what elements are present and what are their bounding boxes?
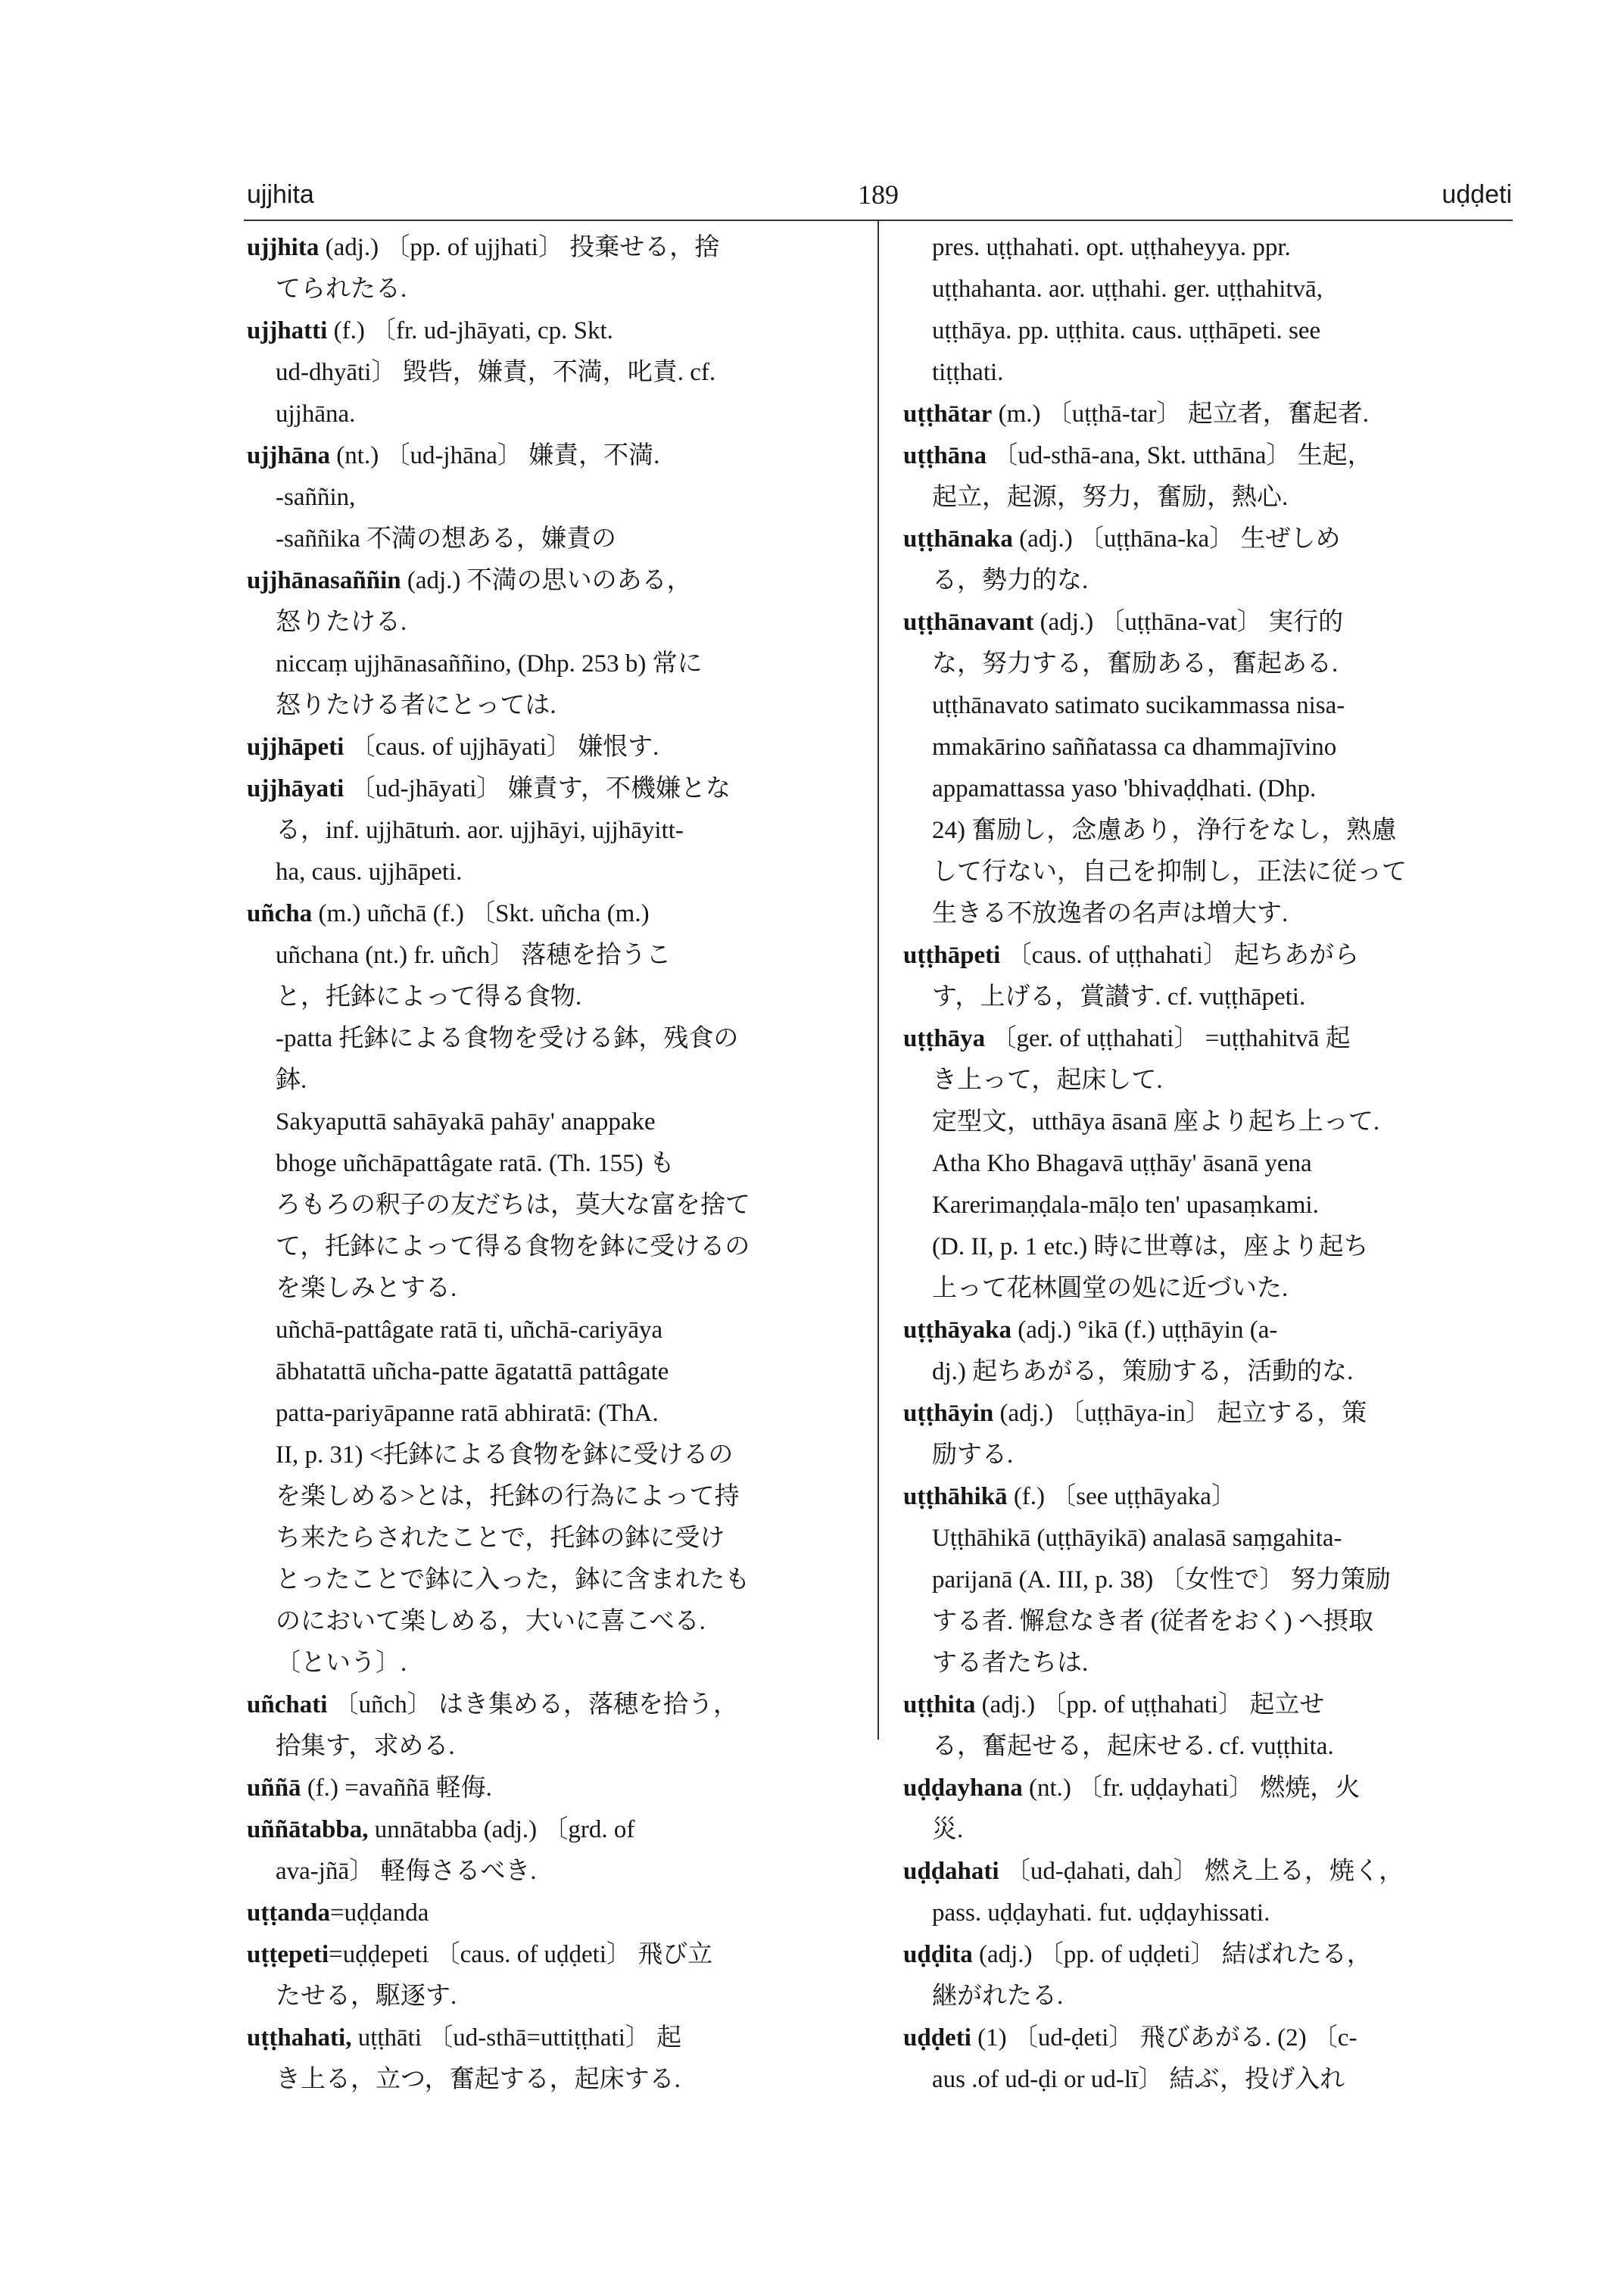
headword: uṭṭhāyin <box>903 1400 994 1427</box>
entry-continuation-line: 励する. <box>932 1441 1014 1469</box>
right-column <box>903 227 1513 2101</box>
headword: ujjhāyati <box>247 775 344 802</box>
entry-continuation-line: 〔という〕. <box>276 1650 407 1677</box>
entry-continuation-line: Sakyaputtā sahāyakā pahāy' anappake <box>276 1108 656 1136</box>
headword: uṭṭhātar <box>903 400 993 428</box>
entry-continuation-line: Atha Kho Bhagavā uṭṭhāy' āsanā yena <box>932 1150 1312 1177</box>
headword: uṭṭanda <box>247 1899 331 1927</box>
entry-continuation-line: ujjhāna. <box>276 400 356 428</box>
entry-continuation-line: する者たちは. <box>932 1650 1089 1677</box>
entry-continuation-line: てられたる. <box>276 276 407 303</box>
entry-continuation-line: 定型文，utthāya āsanā 座より起ち上って. <box>932 1108 1380 1136</box>
entry-headword-line: uṭṭhita (adj.) 〔pp. of uṭṭhahati〕 起立せ <box>903 1691 1325 1718</box>
entry-headword-line: uñchati 〔uñch〕 はき集める，落穂を拾う， <box>247 1691 739 1718</box>
entry-continuation-line: -saññika 不満の想ある，嫌責の <box>276 525 617 553</box>
entry-headword-line: uṭṭhahati, uṭṭhāti 〔ud-sthā=uttiṭṭhati〕 起 <box>247 2024 682 2052</box>
entry-continuation-line: uṭṭhāya. pp. uṭṭhita. caus. uṭṭhāpeti. see <box>932 317 1321 344</box>
entry-continuation-line: patta-pariyāpanne ratā abhiratā: (ThA. <box>276 1400 659 1427</box>
entry-continuation-line: ち来たらされたことで，托鉢の鉢に受け <box>276 1525 725 1552</box>
entry-continuation-line: uṭṭhānavato satimato sucikammassa nisa- <box>932 692 1345 719</box>
entry-continuation-line: 生きる不放逸者の名声は増大す. <box>932 900 1289 927</box>
entry-headword-line: uḍḍeti (1) 〔ud-ḍeti〕 飛びあがる. (2) 〔c- <box>903 2024 1357 2052</box>
entry-continuation-line: して行ない，自己を抑制し，正法に従って <box>932 858 1407 886</box>
headword: uṭṭhāhikā <box>903 1483 1008 1510</box>
headword: uñchati <box>247 1691 328 1718</box>
entry-headword-line: ujjhatti (f.) 〔fr. ud-jhāyati, cp. Skt. <box>247 317 613 344</box>
left-column <box>247 227 860 2101</box>
entry-continuation-line: ha, caus. ujjhāpeti. <box>276 858 463 886</box>
entry-continuation-line: て，托鉢によって得る食物を鉢に受けるの <box>276 1233 750 1260</box>
entry-continuation-line: (D. II, p. 1 etc.) 時に世尊は，座より起ち <box>932 1233 1369 1260</box>
entry-continuation-line: ābhatattā uñcha-patte āgatattā pattâgate <box>276 1358 669 1385</box>
headword: uṭṭhāpeti <box>903 942 1001 969</box>
entry-continuation-line: す，上げる，賞讃す. cf. vuṭṭhāpeti. <box>932 983 1306 1011</box>
entry-continuation-line: する者. 懈怠なき者 (従者をおく) へ摂取 <box>932 1608 1373 1635</box>
entry-headword-line: uṭṭhānavant (adj.) 〔uṭṭhāna-vat〕 実行的 <box>903 609 1344 636</box>
headword: uṭṭhānavant <box>903 609 1034 636</box>
entry-continuation-line: uñchana (nt.) fr. uñch〕 落穂を拾うこ <box>276 942 672 969</box>
entry-headword-line: uṭṭhāpeti 〔caus. of uṭṭhahati〕 起ちあがら <box>903 942 1360 969</box>
headword: ujjhatti <box>247 317 328 344</box>
entry-continuation-line: Uṭṭhāhikā (uṭṭhāyikā) analasā saṃgahita- <box>932 1525 1342 1552</box>
page-number: 189 <box>858 179 899 210</box>
headword: uññā <box>247 1774 301 1802</box>
entry-continuation-line: pres. uṭṭhahati. opt. uṭṭhaheyya. ppr. <box>932 234 1291 261</box>
entry-continuation-line: II, p. 31) <托鉢による食物を鉢に受けるの <box>276 1441 734 1469</box>
headword: uḍḍayhana <box>903 1774 1023 1802</box>
entry-continuation-line: aus .of ud-ḍi or ud-lī〕 結ぶ，投げ入れ <box>932 2066 1345 2093</box>
entry-continuation-line: たせる，駆逐す. <box>276 1983 457 2010</box>
entry-continuation-line: 継がれたる. <box>932 1983 1064 2010</box>
entry-headword-line: uñcha (m.) uñchā (f.) 〔Skt. uñcha (m.) <box>247 900 650 927</box>
entry-headword-line: uṭṭhāyin (adj.) 〔uṭṭhāya-in〕 起立する，策 <box>903 1400 1367 1427</box>
entry-headword-line: ujjhāyati 〔ud-jhāyati〕 嫌責す，不機嫌とな <box>247 775 731 802</box>
entry-headword-line: uṭṭepeti=uḍḍepeti 〔caus. of uḍḍeti〕 飛び立 <box>247 1941 713 1968</box>
entry-continuation-line: pass. uḍḍayhati. fut. uḍḍayhissati. <box>932 1899 1270 1927</box>
entry-continuation-line: る，奮起せる，起床せる. cf. vuṭṭhita. <box>932 1733 1334 1760</box>
headword: uṭṭepeti <box>247 1941 329 1968</box>
entry-headword-line: ujjhāpeti 〔caus. of ujjhāyati〕 嫌恨す. <box>247 734 659 761</box>
entry-continuation-line: とったことで鉢に入った，鉢に含まれたも <box>276 1566 750 1594</box>
entry-continuation-line: -patta 托鉢による食物を受ける鉢，残食の <box>276 1025 739 1052</box>
entry-headword-line: uḍḍayhana (nt.) 〔fr. uḍḍayhati〕 燃焼，火 <box>903 1774 1361 1802</box>
running-head-last-word: uḍḍeti <box>1442 180 1512 209</box>
entry-headword-line: uññātabba, unnātabba (adj.) 〔grd. of <box>247 1816 635 1843</box>
headword: uḍḍeti <box>903 2024 971 2052</box>
column-divider <box>877 220 879 1740</box>
entry-continuation-line: 24) 奮励し，念慮あり，浄行をなし，熟慮 <box>932 817 1397 844</box>
entry-headword-line: uḍḍita (adj.) 〔pp. of uḍḍeti〕 結ばれたる， <box>903 1941 1372 1968</box>
entry-continuation-line: -saññin, <box>276 484 356 511</box>
headword: uṭṭhānaka <box>903 525 1013 553</box>
entry-continuation-line: を楽しめる>とは，托鉢の行為によって持 <box>276 1483 740 1510</box>
entry-continuation-line: dj.) 起ちあがる，策励する，活動的な. <box>932 1358 1354 1385</box>
entry-continuation-line: uṭṭhahanta. aor. uṭṭhahi. ger. uṭṭhahitvā, <box>932 276 1323 303</box>
headword: ujjhāpeti <box>247 734 344 761</box>
entry-continuation-line: mmakārino saññatassa ca dhammajīvino <box>932 734 1337 761</box>
entry-continuation-line: る，勢力的な. <box>932 567 1089 594</box>
entry-continuation-line: 怒りたける. <box>276 609 407 636</box>
entry-continuation-line: 鉢. <box>276 1067 307 1094</box>
entry-continuation-line: niccaṃ ujjhānasaññino, (Dhp. 253 b) 常に <box>276 650 703 678</box>
entry-headword-line: uṭṭhāya 〔ger. of uṭṭhahati〕 =uṭṭhahitvā 起 <box>903 1025 1351 1052</box>
headword: uṭṭhāna <box>903 442 987 469</box>
entry-continuation-line: 怒りたける者にとっては. <box>276 692 556 719</box>
entry-continuation-line: ava-jñā〕 軽侮さるべき. <box>276 1858 537 1885</box>
entry-headword-line: ujjhita (adj.) 〔pp. of ujjhati〕 投棄せる，捨 <box>247 234 720 261</box>
entry-continuation-line: と，托鉢によって得る食物. <box>276 983 582 1011</box>
entry-continuation-line: tiṭṭhati. <box>932 359 1004 386</box>
entry-headword-line: ujjhāna (nt.) 〔ud-jhāna〕 嫌責，不満. <box>247 442 660 469</box>
running-head-first-word: ujjhita <box>247 180 314 209</box>
entry-headword-line: ujjhānasaññin (adj.) 不満の思いのある， <box>247 567 692 594</box>
headword: uḍḍita <box>903 1941 973 1968</box>
entry-continuation-line: る，inf. ujjhātuṁ. aor. ujjhāyi, ujjhāyitt- <box>276 817 684 844</box>
entry-continuation-line: appamattassa yaso 'bhivaḍḍhati. (Dhp. <box>932 775 1317 802</box>
entry-continuation-line: parijanā (A. III, p. 38) 〔女性で〕 努力策励 <box>932 1566 1391 1594</box>
entry-headword-line: uṭṭanda=uḍḍanda <box>247 1899 429 1927</box>
entry-continuation-line: 上って花林圓堂の処に近づいた. <box>932 1275 1289 1302</box>
entry-continuation-line: ud-dhyāti〕 毀呰，嫌責，不満，叱責. cf. <box>276 359 716 386</box>
entry-continuation-line: な，努力する，奮励ある，奮起ある. <box>932 650 1339 678</box>
entry-continuation-line: 拾集す，求める. <box>276 1733 455 1760</box>
entry-continuation-line: き上って，起床して. <box>932 1067 1163 1094</box>
headword: uṭṭhāya <box>903 1025 986 1052</box>
entry-continuation-line: き上る，立つ，奮起する，起床する. <box>276 2066 681 2093</box>
headword: uḍḍahati <box>903 1858 999 1885</box>
headword: ujjhānasaññin <box>247 567 401 594</box>
entry-continuation-line: のにおいて楽しめる，大いに喜こべる. <box>276 1608 706 1635</box>
headword: uññātabba, <box>247 1816 369 1843</box>
entry-headword-line: uṭṭhāyaka (adj.) °ikā (f.) uṭṭhāyin (a- <box>903 1316 1278 1344</box>
headword: uṭṭhāyaka <box>903 1316 1012 1344</box>
headword: ujjhita <box>247 234 320 261</box>
entry-continuation-line: bhoge uñchāpattâgate ratā. (Th. 155) も <box>276 1150 675 1177</box>
headword: uṭṭhahati, <box>247 2024 352 2052</box>
headword: uñcha <box>247 900 313 927</box>
entry-continuation-line: を楽しみとする. <box>276 1275 457 1302</box>
headword: ujjhāna <box>247 442 331 469</box>
entry-continuation-line: 災. <box>932 1816 964 1843</box>
headword: uṭṭhita <box>903 1691 976 1718</box>
entry-headword-line: uññā (f.) =avaññā 軽侮. <box>247 1774 492 1802</box>
entry-headword-line: uṭṭhāna 〔ud-sthā-ana, Skt. utthāna〕 生起， <box>903 442 1373 469</box>
entry-continuation-line: ろもろの釈子の友だちは，莫大な富を捨て <box>276 1192 750 1219</box>
entry-headword-line: uḍḍahati 〔ud-ḍahati, dah〕 燃え上る，焼く， <box>903 1858 1404 1885</box>
entry-headword-line: uṭṭhātar (m.) 〔uṭṭhā-tar〕 起立者，奮起者. <box>903 400 1370 428</box>
entry-continuation-line: Karerimaṇḍala-māḷo ten' upasaṃkami. <box>932 1192 1319 1219</box>
entry-headword-line: uṭṭhāhikā (f.) 〔see uṭṭhāyaka〕 <box>903 1483 1236 1510</box>
entry-continuation-line: uñchā-pattâgate ratā ti, uñchā-cariyāya <box>276 1316 663 1344</box>
entry-continuation-line: 起立，起源，努力，奮励，熱心. <box>932 484 1289 511</box>
entry-headword-line: uṭṭhānaka (adj.) 〔uṭṭhāna-ka〕 生ぜしめ <box>903 525 1341 553</box>
